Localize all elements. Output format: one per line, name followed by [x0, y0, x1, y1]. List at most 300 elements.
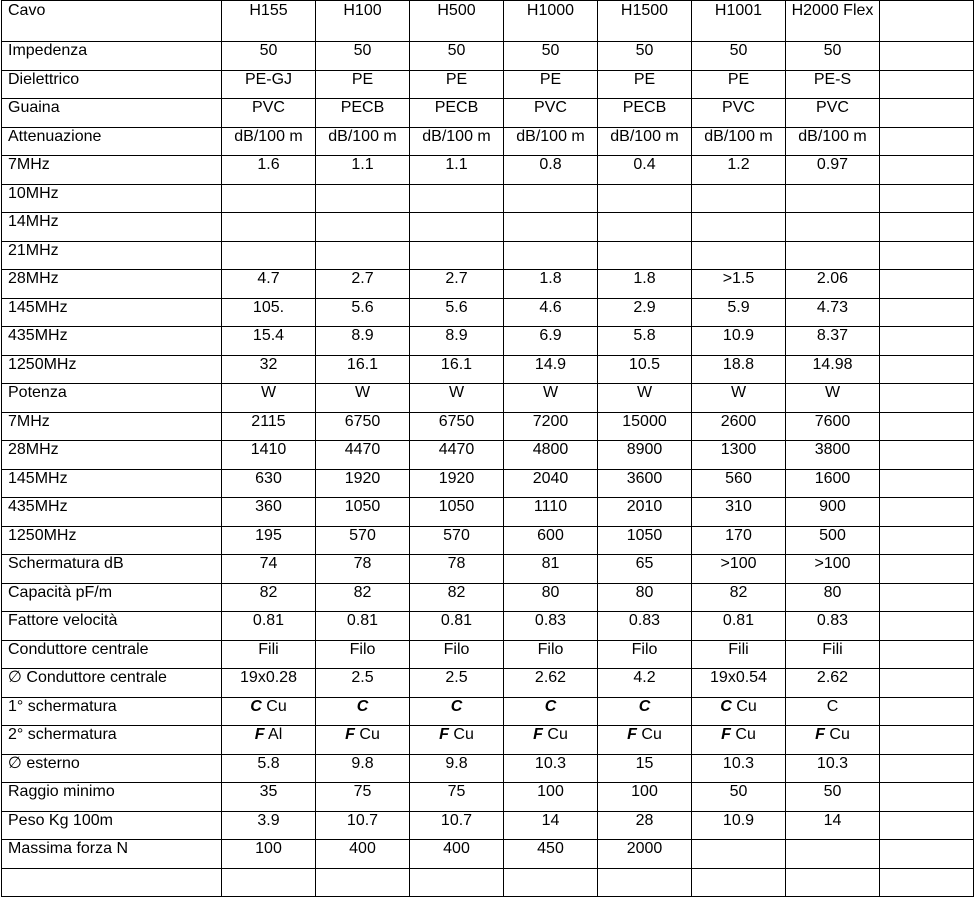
row-label: Dielettrico — [2, 70, 222, 99]
table-cell: Fili — [692, 640, 786, 669]
shield-material: Cu — [824, 726, 850, 743]
table-cell: 8.37 — [786, 327, 880, 356]
table-cell: W — [786, 384, 880, 413]
row-label: 10MHz — [2, 184, 222, 213]
table-cell: 2.06 — [786, 270, 880, 299]
table-cell: 19x0.28 — [222, 669, 316, 698]
table-cell: 1.2 — [692, 156, 786, 185]
table-cell: 78 — [410, 555, 504, 584]
table-cell: 1.1 — [410, 156, 504, 185]
row-label: 1250MHz — [2, 526, 222, 555]
table-cell: 0.81 — [316, 612, 410, 641]
table-cell: 560 — [692, 469, 786, 498]
table-cell — [880, 384, 974, 413]
table-cell — [880, 555, 974, 584]
table-cell: 50 — [786, 783, 880, 812]
table-cell: 16.1 — [316, 355, 410, 384]
table-cell: 74 — [222, 555, 316, 584]
table-cell — [222, 184, 316, 213]
row-label — [2, 868, 222, 897]
table-cell: 2.62 — [504, 669, 598, 698]
table-cell: 5.6 — [410, 298, 504, 327]
shield-type-letter: F — [815, 726, 825, 743]
row-label: 1250MHz — [2, 355, 222, 384]
table-cell — [316, 184, 410, 213]
table-cell — [692, 840, 786, 869]
table-cell: 35 — [222, 783, 316, 812]
table-row — [2, 70, 974, 99]
table-row — [2, 42, 974, 71]
table-cell: dB/100 m — [410, 127, 504, 156]
row-label: Potenza — [2, 384, 222, 413]
table-cell — [410, 697, 504, 726]
table-cell — [786, 868, 880, 897]
table-cell — [410, 726, 504, 755]
table-cell: 82 — [316, 583, 410, 612]
table-cell — [880, 184, 974, 213]
table-cell: 1050 — [598, 526, 692, 555]
table-cell: 500 — [786, 526, 880, 555]
row-label: Attenuazione — [2, 127, 222, 156]
table-cell: PVC — [504, 99, 598, 128]
table-cell: 10.5 — [598, 355, 692, 384]
table-cell: 10.7 — [316, 811, 410, 840]
table-cell: 5.8 — [598, 327, 692, 356]
table-cell — [504, 868, 598, 897]
table-cell — [504, 726, 598, 755]
shield-material: Cu — [731, 697, 757, 715]
row-label: 28MHz — [2, 441, 222, 470]
table-cell: 4.7 — [222, 270, 316, 299]
table-cell: 1920 — [410, 469, 504, 498]
table-cell: 10.7 — [410, 811, 504, 840]
table-cell — [880, 526, 974, 555]
table-cell — [786, 213, 880, 242]
table-cell — [880, 355, 974, 384]
table-cell: 50 — [504, 42, 598, 71]
table-cell — [880, 241, 974, 270]
table-cell: 0.83 — [504, 612, 598, 641]
table-cell: Filo — [316, 640, 410, 669]
table-cell — [410, 184, 504, 213]
table-cell — [880, 42, 974, 71]
table-row — [2, 355, 974, 384]
shield-material: Cu — [636, 726, 662, 743]
table-cell — [692, 697, 786, 726]
table-cell: 80 — [504, 583, 598, 612]
table-row — [2, 583, 974, 612]
table-row — [2, 298, 974, 327]
table-cell: 0.81 — [692, 612, 786, 641]
table-cell: W — [410, 384, 504, 413]
table-cell: 100 — [504, 783, 598, 812]
table-cell: 3.9 — [222, 811, 316, 840]
table-cell — [504, 241, 598, 270]
table-cell: W — [222, 384, 316, 413]
shield-type-letter: C — [250, 697, 262, 715]
table-cell — [880, 70, 974, 99]
table-cell — [504, 184, 598, 213]
table-cell: >1.5 — [692, 270, 786, 299]
table-cell — [880, 498, 974, 527]
shield-type-letter: F — [439, 726, 449, 743]
table-cell: dB/100 m — [692, 127, 786, 156]
table-cell: 19x0.54 — [692, 669, 786, 698]
table-cell: 80 — [598, 583, 692, 612]
table-cell: 1.1 — [316, 156, 410, 185]
shield-type-letter: F — [627, 726, 637, 743]
table-row — [2, 213, 974, 242]
table-cell: 195 — [222, 526, 316, 555]
table-cell: 2.9 — [598, 298, 692, 327]
table-cell: 450 — [504, 840, 598, 869]
shield-type-letter: F — [254, 726, 265, 743]
table-cell — [880, 697, 974, 726]
table-cell — [880, 669, 974, 698]
table-cell — [786, 241, 880, 270]
table-cell: 2000 — [598, 840, 692, 869]
table-cell — [316, 726, 410, 755]
row-label: 435MHz — [2, 327, 222, 356]
table-cell: W — [598, 384, 692, 413]
table-cell — [880, 811, 974, 840]
row-label: 1° schermatura — [2, 697, 222, 726]
table-cell: PECB — [410, 99, 504, 128]
table-cell — [880, 726, 974, 755]
cable-spec-table — [1, 0, 974, 897]
table-cell — [786, 184, 880, 213]
table-cell — [692, 213, 786, 242]
table-row — [2, 754, 974, 783]
shield-type-letter: C — [638, 697, 651, 715]
table-cell: dB/100 m — [316, 127, 410, 156]
table-cell: 14.9 — [504, 355, 598, 384]
table-cell: 6750 — [410, 412, 504, 441]
row-label: Peso Kg 100m — [2, 811, 222, 840]
table-cell: PE-S — [786, 70, 880, 99]
table-cell — [880, 412, 974, 441]
table-cell: dB/100 m — [504, 127, 598, 156]
header-cable: H1001 — [692, 1, 786, 42]
row-label: 2° schermatura — [2, 726, 222, 755]
table-cell: 78 — [316, 555, 410, 584]
table-cell: PE — [316, 70, 410, 99]
row-label: 28MHz — [2, 270, 222, 299]
table-cell — [692, 241, 786, 270]
table-cell — [410, 213, 504, 242]
table-cell: PVC — [222, 99, 316, 128]
table-cell — [880, 868, 974, 897]
table-cell: 5.8 — [222, 754, 316, 783]
table-row — [2, 241, 974, 270]
table-row — [2, 469, 974, 498]
table-cell: Fili — [786, 640, 880, 669]
table-cell: 7600 — [786, 412, 880, 441]
table-cell: 1050 — [410, 498, 504, 527]
table-row — [2, 783, 974, 812]
table-cell — [880, 213, 974, 242]
table-cell: 50 — [598, 42, 692, 71]
table-cell: dB/100 m — [222, 127, 316, 156]
table-cell — [222, 213, 316, 242]
table-cell — [598, 213, 692, 242]
table-cell: 900 — [786, 498, 880, 527]
shield-type-letter: C — [544, 697, 557, 715]
row-label: Impedenza — [2, 42, 222, 71]
table-cell: 2.5 — [316, 669, 410, 698]
table-cell: 10.3 — [692, 754, 786, 783]
table-row — [2, 697, 974, 726]
table-body — [2, 1, 974, 897]
table-cell — [222, 697, 316, 726]
table-cell: 10.3 — [786, 754, 880, 783]
table-cell: 400 — [316, 840, 410, 869]
table-cell: 2600 — [692, 412, 786, 441]
table-cell: 1.6 — [222, 156, 316, 185]
table-cell: 4470 — [410, 441, 504, 470]
table-cell: 2.5 — [410, 669, 504, 698]
table-cell: 2115 — [222, 412, 316, 441]
table-cell: 570 — [316, 526, 410, 555]
table-cell: PE — [598, 70, 692, 99]
table-cell: 310 — [692, 498, 786, 527]
table-cell: 4800 — [504, 441, 598, 470]
table-cell: 1300 — [692, 441, 786, 470]
table-cell: 65 — [598, 555, 692, 584]
shield-material: Cu — [354, 726, 380, 743]
row-label: 14MHz — [2, 213, 222, 242]
table-cell — [786, 726, 880, 755]
table-row — [2, 384, 974, 413]
table-cell — [880, 441, 974, 470]
table-cell: W — [504, 384, 598, 413]
row-label: Schermatura dB — [2, 555, 222, 584]
table-cell: 10.9 — [692, 327, 786, 356]
table-cell: 6.9 — [504, 327, 598, 356]
table-cell: 570 — [410, 526, 504, 555]
table-cell: 3800 — [786, 441, 880, 470]
table-cell: PE — [692, 70, 786, 99]
table-row — [2, 526, 974, 555]
table-cell: 4.6 — [504, 298, 598, 327]
shield-material: Cu — [448, 726, 474, 743]
table-cell — [880, 270, 974, 299]
table-cell: 1600 — [786, 469, 880, 498]
table-cell: 82 — [222, 583, 316, 612]
table-cell: 1050 — [316, 498, 410, 527]
row-label: Raggio minimo — [2, 783, 222, 812]
table-row — [2, 669, 974, 698]
table-cell: 80 — [786, 583, 880, 612]
row-label: 435MHz — [2, 498, 222, 527]
header-cable: H155 — [222, 1, 316, 42]
table-cell: 8.9 — [410, 327, 504, 356]
table-cell: 81 — [504, 555, 598, 584]
table-cell: 2010 — [598, 498, 692, 527]
table-cell: 15000 — [598, 412, 692, 441]
table-cell: 82 — [692, 583, 786, 612]
table-cell — [880, 327, 974, 356]
table-cell: 100 — [222, 840, 316, 869]
header-cable — [880, 1, 974, 42]
table-cell: 28 — [598, 811, 692, 840]
table-cell — [410, 868, 504, 897]
header-cable: H100 — [316, 1, 410, 42]
table-row — [2, 555, 974, 584]
row-label: Fattore velocità — [2, 612, 222, 641]
table-cell: 5.9 — [692, 298, 786, 327]
table-cell: 82 — [410, 583, 504, 612]
table-cell: 10.9 — [692, 811, 786, 840]
table-cell: 400 — [410, 840, 504, 869]
table-cell: 360 — [222, 498, 316, 527]
table-cell: 105. — [222, 298, 316, 327]
table-cell — [598, 184, 692, 213]
table-cell: 50 — [410, 42, 504, 71]
table-cell: 5.6 — [316, 298, 410, 327]
table-cell — [598, 726, 692, 755]
table-row — [2, 156, 974, 185]
table-cell — [598, 697, 692, 726]
table-cell: 2040 — [504, 469, 598, 498]
row-label: 21MHz — [2, 241, 222, 270]
table-cell: 170 — [692, 526, 786, 555]
table-cell: PE — [504, 70, 598, 99]
table-cell: 50 — [222, 42, 316, 71]
table-cell: 100 — [598, 783, 692, 812]
table-row — [2, 99, 974, 128]
table-cell — [880, 156, 974, 185]
table-cell: 1110 — [504, 498, 598, 527]
header-cable: H2000 Flex — [786, 1, 880, 42]
table-cell: 0.83 — [598, 612, 692, 641]
row-label: Conduttore centrale — [2, 640, 222, 669]
table-cell — [786, 840, 880, 869]
table-cell: PECB — [598, 99, 692, 128]
header-cable: H500 — [410, 1, 504, 42]
table-cell — [504, 213, 598, 242]
table-cell: 15 — [598, 754, 692, 783]
table-row — [2, 498, 974, 527]
table-cell: 0.97 — [786, 156, 880, 185]
shield-type-letter: F — [721, 726, 731, 743]
table-cell — [880, 298, 974, 327]
row-label: ∅ Conduttore centrale — [2, 669, 222, 698]
shield-type-letter: C — [450, 697, 463, 715]
table-cell — [410, 241, 504, 270]
table-cell — [316, 868, 410, 897]
table-cell — [880, 127, 974, 156]
table-cell — [598, 241, 692, 270]
table-cell: 4.2 — [598, 669, 692, 698]
shield-type-letter: F — [533, 726, 543, 743]
table-cell: dB/100 m — [598, 127, 692, 156]
row-label: Massima forza N — [2, 840, 222, 869]
table-cell — [880, 840, 974, 869]
table-cell: Filo — [504, 640, 598, 669]
table-cell: 2.7 — [410, 270, 504, 299]
row-label: Guaina — [2, 99, 222, 128]
table-cell — [316, 697, 410, 726]
table-cell: 10.3 — [504, 754, 598, 783]
table-cell: 50 — [316, 42, 410, 71]
table-row — [2, 811, 974, 840]
table-cell: C — [786, 697, 880, 726]
table-row — [2, 441, 974, 470]
table-cell: 0.81 — [410, 612, 504, 641]
table-cell: dB/100 m — [786, 127, 880, 156]
shield-material: Cu — [542, 726, 568, 743]
table-cell — [692, 726, 786, 755]
table-cell — [880, 640, 974, 669]
header-label: Cavo — [2, 1, 222, 42]
table-row — [2, 868, 974, 897]
table-row — [2, 726, 974, 755]
table-row — [2, 127, 974, 156]
table-cell — [880, 583, 974, 612]
table-cell: PE-GJ — [222, 70, 316, 99]
table-cell: 15.4 — [222, 327, 316, 356]
table-cell — [692, 868, 786, 897]
row-label: 145MHz — [2, 298, 222, 327]
table-cell — [316, 213, 410, 242]
table-cell: 50 — [786, 42, 880, 71]
table-cell: 75 — [316, 783, 410, 812]
table-cell: 4.73 — [786, 298, 880, 327]
table-cell — [222, 726, 316, 755]
table-cell: 2.7 — [316, 270, 410, 299]
table-cell: 18.8 — [692, 355, 786, 384]
table-cell — [880, 99, 974, 128]
table-row — [2, 270, 974, 299]
table-cell — [692, 184, 786, 213]
table-cell: 75 — [410, 783, 504, 812]
table-cell: 14.98 — [786, 355, 880, 384]
table-row — [2, 412, 974, 441]
shield-material: Al — [264, 726, 283, 743]
table-cell — [880, 469, 974, 498]
header-cable: H1500 — [598, 1, 692, 42]
row-label: 145MHz — [2, 469, 222, 498]
table-cell: 16.1 — [410, 355, 504, 384]
header-row — [2, 1, 974, 42]
table-cell: 0.4 — [598, 156, 692, 185]
table-cell: 14 — [504, 811, 598, 840]
table-cell: 8900 — [598, 441, 692, 470]
table-cell: >100 — [692, 555, 786, 584]
table-cell: 7200 — [504, 412, 598, 441]
table-cell: Filo — [410, 640, 504, 669]
table-cell: 50 — [692, 783, 786, 812]
table-cell — [222, 868, 316, 897]
shield-type-letter: F — [345, 726, 355, 743]
table-cell: 1920 — [316, 469, 410, 498]
table-cell — [598, 868, 692, 897]
table-cell: PVC — [786, 99, 880, 128]
table-cell: W — [692, 384, 786, 413]
shield-material: Cu — [730, 726, 756, 743]
table-cell: 14 — [786, 811, 880, 840]
table-cell — [880, 754, 974, 783]
table-cell: >100 — [786, 555, 880, 584]
table-cell: PVC — [692, 99, 786, 128]
table-cell: 0.83 — [786, 612, 880, 641]
table-cell: 0.81 — [222, 612, 316, 641]
table-cell: 6750 — [316, 412, 410, 441]
table-cell: Fili — [222, 640, 316, 669]
row-label: 7MHz — [2, 156, 222, 185]
shield-type-letter: C — [720, 697, 732, 715]
